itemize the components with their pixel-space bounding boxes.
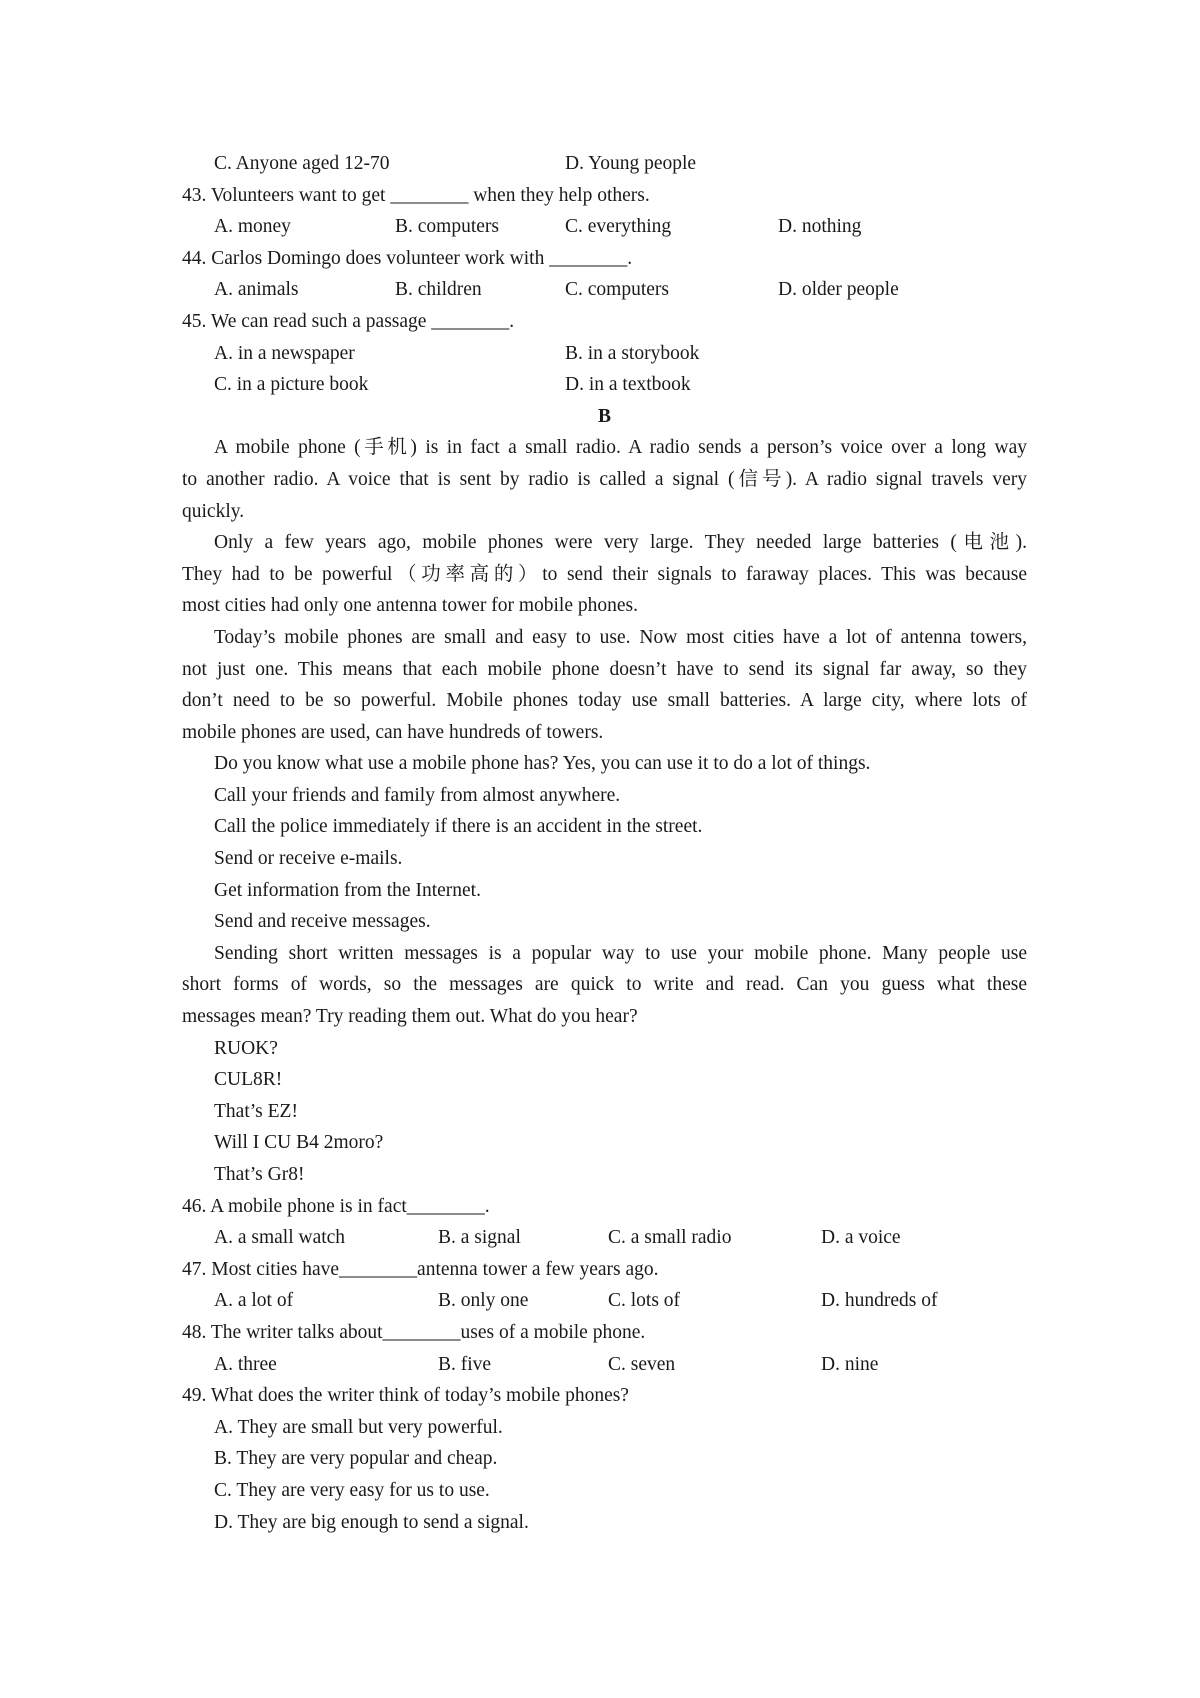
q46-option-d: D. a voice [821,1227,901,1249]
q49-option-c: C. They are very easy for us to use. [214,1479,490,1501]
paragraph-3-line-3: don’t need to be so powerful. Mobile phones today use small batteries. A large city, where lots of [182,690,1027,712]
paragraph-1-line-2: to another radio. A voice that is sent by radio is called a signal (信号). A radio signal travels very [182,468,1027,490]
message-item: Will I CU B4 2moro? [214,1132,384,1154]
q42-options-row [182,148,1027,180]
message-item: That’s Gr8! [214,1164,305,1185]
use-item: Call your friends and family from almost anywhere. [214,784,621,806]
q43-stem: 43. Volunteers want to get ________ when they help others. [182,184,650,206]
message-item: CUL8R! [214,1069,283,1091]
paragraph-5-line-1: Sending short written messages is a popular way to use your mobile phone. Many people use [214,942,1027,964]
q49-option-d: D. They are big enough to send a signal. [214,1511,529,1533]
q48-option-d: D. nine [821,1353,879,1375]
q48-option-b: B. five [438,1353,492,1375]
q48-options-row [182,1349,1027,1381]
q44-options-row [182,274,1027,306]
paragraph-1-line-3: quickly. [182,500,245,522]
message-item: RUOK? [214,1037,278,1059]
q45-options-row-2 [182,369,1027,401]
q48-option-c: C. seven [608,1353,676,1375]
q44-option-c: C. computers [565,279,669,301]
paragraph-2-line-3: most cities had only one antenna tower for mobile phones. [182,595,638,617]
q48-stem: 48. The writer talks about________uses of a mobile phone. [182,1321,646,1343]
paragraph-3-line-4: mobile phones are used, can have hundreds of towers. [182,721,604,743]
paragraph-2-line-2: They had to be powerful（功率高的）to send their signals to faraway places. This was because [182,563,1027,585]
use-item: Call the police immediately if there is an accident in the street. [214,816,703,838]
paragraph-3-line-2: not just one. This means that each mobile phone doesn’t have to send its signal far away, so they [182,658,1027,680]
q45-option-c: C. in a picture book [214,374,369,396]
paragraph-3-line-1: Today’s mobile phones are small and easy to use. Now most cities have a lot of antenna towers, [214,626,1027,648]
q46-option-c: C. a small radio [608,1227,732,1249]
q44-option-a: A. animals [214,279,299,301]
q47-option-d: D. hundreds of [821,1290,938,1312]
message-item: That’s EZ! [214,1100,298,1122]
q44-option-b: B. children [395,279,482,301]
q45-options-row-1 [182,338,1027,370]
q43-options-row [182,211,1027,243]
q43-option-c: C. everything [565,216,672,238]
q46-options-row [182,1222,1027,1254]
q43-option-a: A. money [214,216,291,238]
q47-option-c: C. lots of [608,1290,681,1312]
use-item: Send or receive e-mails. [214,848,403,870]
q46-option-a: A. a small watch [214,1227,346,1249]
q46-stem: 46. A mobile phone is in fact________. [182,1195,490,1217]
q47-option-a: A. a lot of [214,1290,294,1312]
q42-option-d: D. Young people [565,153,697,174]
paragraph-4: Do you know what use a mobile phone has? Yes, you can use it to do a lot of things. [214,753,871,775]
use-item: Send and receive messages. [214,911,431,933]
q45-option-a: A. in a newspaper [214,342,355,364]
paragraph-1-line-1: A mobile phone (手机) is in fact a small radio. A radio sends a person’s voice over a long way [214,437,1027,459]
section-heading: B [597,405,611,427]
paragraph-5-line-2: short forms of words, so the messages are quick to write and read. Can you guess what these [182,974,1027,996]
q45-stem: 45. We can read such a passage ________. [182,310,515,332]
q43-option-d: D. nothing [778,216,862,238]
q44-option-d: D. older people [778,279,899,301]
q46-option-b: B. a signal [438,1227,521,1249]
exam-page [182,148,1027,1538]
q49-option-a: A. They are small but very powerful. [214,1416,503,1438]
use-item: Get information from the Internet. [214,879,481,901]
q45-option-b: B. in a storybook [565,342,700,364]
q48-option-a: A. three [214,1353,277,1375]
paragraph-2-line-1: Only a few years ago, mobile phones were very large. They needed large batteries (电池). [214,532,1027,554]
q43-option-b: B. computers [395,216,499,238]
q47-options-row [182,1285,1027,1317]
q47-stem: 47. Most cities have________antenna tower a few years ago. [182,1258,659,1280]
q47-option-b: B. only one [438,1290,529,1312]
paragraph-5-line-3: messages mean? Try reading them out. What do you hear? [182,1006,638,1028]
q49-stem: 49. What does the writer think of today’s mobile phones? [182,1385,629,1407]
q45-option-d: D. in a textbook [565,374,691,396]
q49-option-b: B. They are very popular and cheap. [214,1448,498,1470]
q44-stem: 44. Carlos Domingo does volunteer work with ________. [182,247,633,269]
q42-option-c: C. Anyone aged 12-70 [214,153,390,174]
